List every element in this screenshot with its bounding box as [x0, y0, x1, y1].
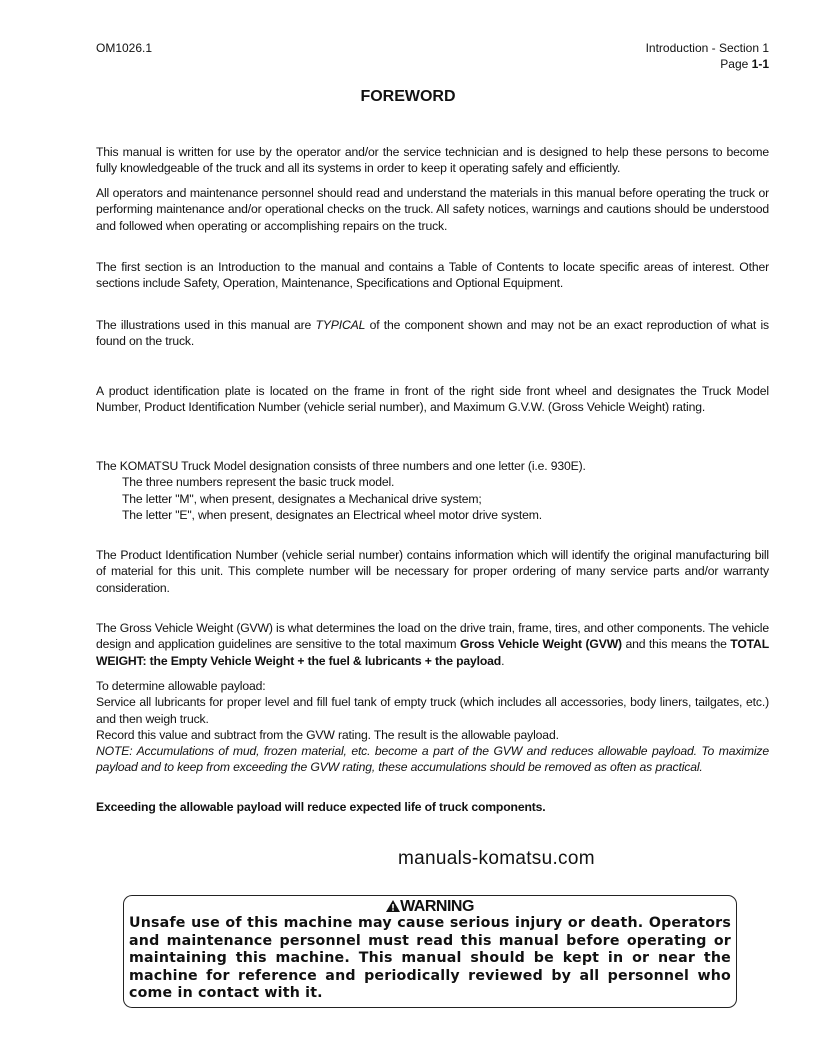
warning-title: WARNING: [124, 898, 736, 915]
paragraph-illustrations: The illustrations used in this manual are TYPICAL of the component shown and may not be an exact reproduction of what is found on the truck.: [96, 318, 769, 349]
paragraph-read-manual: All operators and maintenance personnel should read and understand the materials in this manual before operating the truck or performing maintenance and/or operational checks on the truck. All safety notices, warnings and cautions should be understood and followed when operating or accomplishing repairs on the truck.: [96, 186, 769, 233]
page-title: FOREWORD: [360, 88, 456, 105]
page-number: Page 1-1: [720, 57, 769, 71]
warning-triangle-icon: [386, 900, 400, 912]
header-section: [646, 40, 769, 72]
paragraph-gvw: The Gross Vehicle Weight (GVW) is what determines the load on the drive train, frame, tires, and other components. The vehicle design and application guidelines are sensitive to the total maximum Gross Vehicle Weight (GVW) and this means the TOTAL WEIGHT: the Empty Vehicle Weight + the fuel & lubricants + the payload.: [96, 621, 769, 668]
warning-box: [123, 895, 737, 1008]
paragraph-exceeding-payload: Exceeding the allowable payload will reduce expected life of truck components.: [96, 800, 546, 814]
watermark: manuals-komatsu.com: [398, 848, 595, 869]
paragraph-model-designation: The KOMATSU Truck Model designation consists of three numbers and one letter (i.e. 930E). The three numbers represent the basic truck model. The letter "M", when present, designates a Mechanical drive system; The letter "E", when present, designates an Electrical wheel motor drive system.: [96, 459, 586, 522]
paragraph-purpose: This manual is written for use by the operator and/or the service technician and is designed to help these persons to become fully knowledgeable of the truck and all its systems in order to keep it operating safely and efficiently.: [96, 145, 769, 176]
paragraph-sections: The first section is an Introduction to the manual and contains a Table of Contents to locate specific areas of interest. Other sections include Safety, Operation, Maintenance, Specifications and Optional Equipment.: [96, 260, 769, 291]
paragraph-payload: To determine allowable payload: Service all lubricants for proper level and fill fuel tank of empty truck (which includes all accessories, body liners, tailgates, etc.) and then weigh truck. Record this value and subtract from the GVW rating. The result is the allowable payload. NOTE: Accumulations of mud, frozen material, etc. become a part of the GVW and reduces allowable payload. To maximize payload and to keep from exceeding the GVW rating, these accumulations should be removed as often as practical.: [96, 679, 769, 775]
doc-id: OM1026.1: [96, 41, 153, 55]
paragraph-id-plate: A product identification plate is located on the frame in front of the right side front wheel and designates the Truck Model Number, Product Identification Number (vehicle serial number), and Maximum G.V.W. (Gross Vehicle Weight) rating.: [96, 384, 769, 415]
section-label: Introduction - Section 1: [645, 41, 769, 55]
paragraph-serial-number: The Product Identification Number (vehicle serial number) contains information which will identify the original manufacturing bill of material for this unit. This complete number will be necessary for proper ordering of many service parts and/or warranty consideration.: [96, 548, 769, 595]
warning-text: Unsafe use of this machine may cause serious injury or death. Operators and maintenance personnel must read this manual before operating or maintaining this machine. This manual should be kept in or near the machine for reference and periodically reviewed by all personnel who come in contact with it.: [129, 915, 731, 1001]
